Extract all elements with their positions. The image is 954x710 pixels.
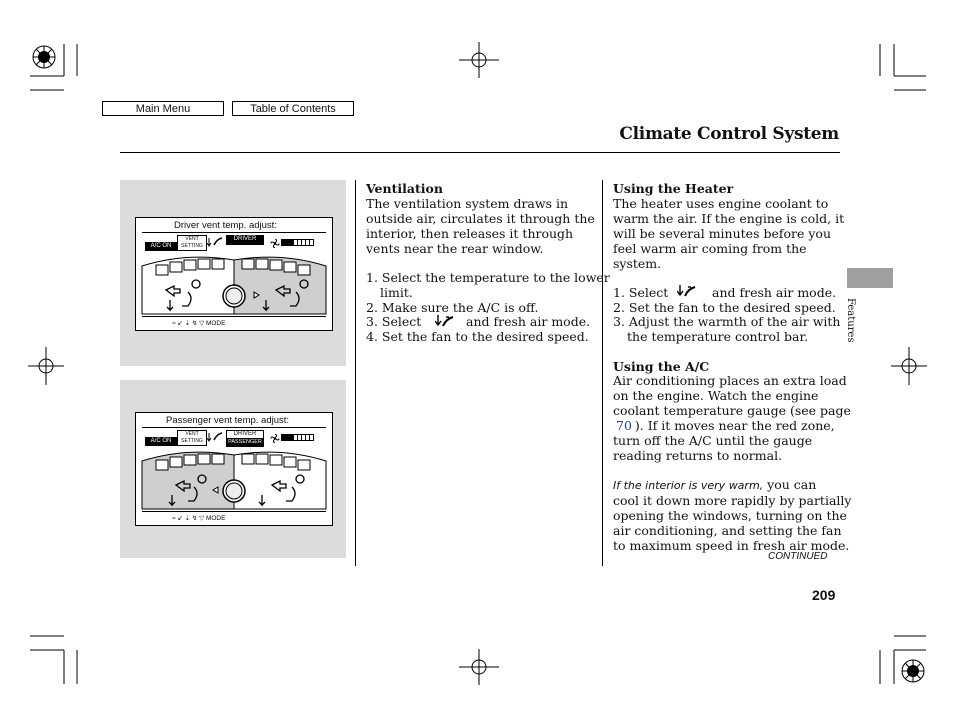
fan-speed-bar: [281, 434, 320, 441]
page-link[interactable]: 70: [616, 418, 632, 433]
page-title: Climate Control System: [619, 124, 839, 144]
main-menu-button[interactable]: Main Menu: [102, 101, 224, 116]
ventilation-step-4: 4. Set the fan to the desired speed.: [366, 329, 589, 344]
fan-icon: [270, 434, 280, 443]
ac-body: Air conditioning places an extra load on the engine. Watch the engine coolant temperature gauge (see page 70 ). If it moves near the red zone, turn off the A/C until the gauge reading returns to normal.: [613, 373, 851, 463]
heater-body: The heater uses engine coolant to warm the air. If the engine is cold, it will be several minutes before you feel warm air coming from the system.: [613, 196, 845, 271]
vent-setting-label: VENT SETTING: [177, 430, 207, 446]
ventilation-step-3-cont: and fresh air mode.: [466, 314, 591, 329]
column-divider: [602, 180, 603, 566]
fan-icon: [270, 239, 280, 248]
ac-on-indicator: A/C ON: [145, 242, 177, 251]
heater-heading: Using the Heater: [613, 181, 734, 196]
ac-on-indicator: A/C ON: [145, 437, 177, 446]
heater-step-3: 3. Adjust the warmth of the air with: [613, 314, 841, 329]
floor-vent-icon: [207, 235, 225, 249]
floor-vent-icon: [677, 283, 699, 299]
passenger-indicator: PASSENGER: [226, 439, 264, 447]
ventilation-body: The ventilation system draws in outside air, circulates it through the interior, then releases it through vents near the rear window.: [366, 196, 595, 256]
vent-diagram: [136, 252, 332, 316]
section-tab: [847, 268, 893, 288]
vent-setting-label: VENT SETTING: [177, 235, 207, 251]
heater-step-1-cont: and fresh air mode.: [712, 285, 837, 300]
climate-display-driver: [135, 217, 333, 331]
heater-step-3-cont: the temperature control bar.: [627, 329, 809, 344]
driver-indicator: DRIVER: [226, 430, 264, 439]
heater-step-2: 2. Set the fan to the desired speed.: [613, 300, 836, 315]
ventilation-heading: Ventilation: [366, 181, 443, 196]
mode-label: MODE: [205, 515, 226, 522]
floor-vent-icon: [207, 430, 225, 444]
fan-speed-bar: [281, 239, 320, 246]
heater-step-1: 1. Select: [613, 285, 669, 300]
climate-display-passenger: [135, 412, 333, 526]
ventilation-step-1-cont: limit.: [380, 285, 413, 300]
mode-bar: ≈ ↙ ⇣ ↯ ▽ MODE: [172, 320, 226, 327]
section-tab-label: Features: [845, 298, 856, 343]
display-title: Driver vent temp. adjust:: [174, 220, 277, 231]
registration-mark-icon: [33, 46, 55, 68]
ac-tip: If the interior is very warm, you can cool it down more rapidly by partially opening the windows, turning on the air conditioning, and setting the fan to maximum speed in fresh air mode.: [613, 477, 852, 553]
title-rule: [120, 152, 840, 153]
ventilation-step-1: 1. Select the temperature to the lower: [366, 270, 610, 285]
continued-label: CONTINUED: [768, 551, 828, 562]
page-number: 209: [812, 587, 836, 603]
display-title: Passenger vent temp. adjust:: [166, 415, 290, 426]
ventilation-step-2: 2. Make sure the A/C is off.: [366, 300, 539, 315]
vent-diagram: [136, 447, 332, 511]
ac-heading: Using the A/C: [613, 359, 710, 374]
registration-mark-icon: [902, 660, 924, 682]
figure-panel-passenger: [120, 380, 346, 558]
ventilation-step-3: 3. Select: [366, 314, 422, 329]
mode-label: MODE: [205, 320, 226, 327]
table-of-contents-button[interactable]: Table of Contents: [232, 101, 354, 116]
ac-tip-italic: If the interior is very warm,: [613, 479, 764, 492]
driver-indicator: DRIVER: [226, 235, 264, 244]
floor-vent-icon: [435, 313, 455, 329]
passenger-indicator: [226, 244, 264, 245]
column-divider: [355, 180, 356, 566]
figure-panel-driver: [120, 180, 346, 366]
mode-bar: ≈ ↙ ⇣ ↯ ▽ MODE: [172, 515, 226, 522]
